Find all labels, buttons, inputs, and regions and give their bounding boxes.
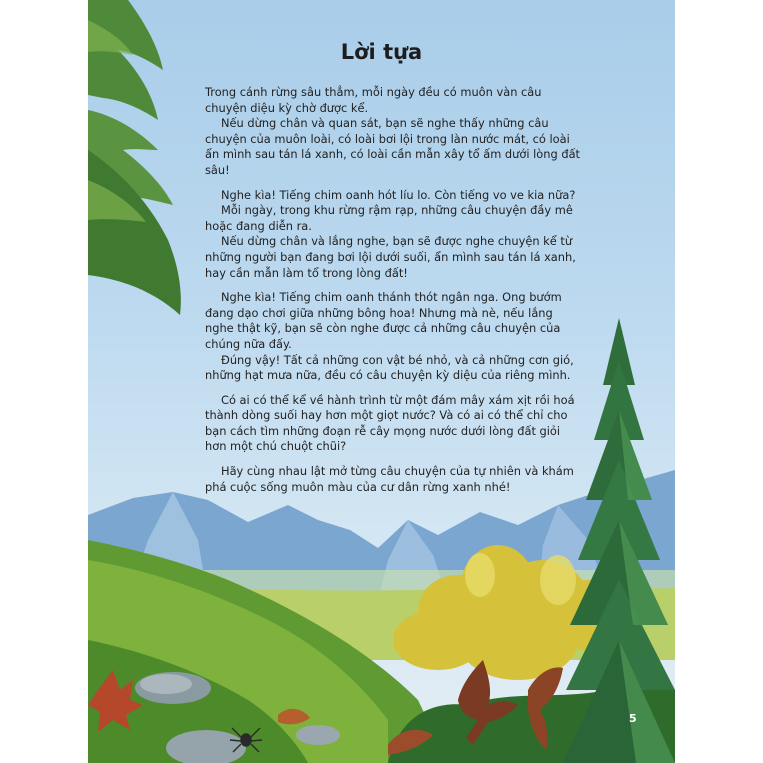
paragraph: Nếu dừng chân và lắng nghe, bạn sẽ được nghe chuyện kể từ những người bạn đang bơi lội dưới suối, ẩn mình sau tán lá xanh, hay cần mẫn làm tổ trong lòng đất! <box>205 234 576 280</box>
book-page <box>88 0 675 763</box>
paragraph: Trong cánh rừng sâu thẳm, mỗi ngày đều có muôn vàn câu chuyện diệu kỳ chờ được kể. <box>205 85 542 115</box>
paragraph: Đúng vậy! Tất cả những con vật bé nhỏ, và cả những cơn gió, những hạt mưa nữa, đều có câu chuyện kỳ diệu của riêng mình. <box>205 352 574 383</box>
page-number: 5 <box>629 712 637 725</box>
paragraph: Nghe kìa! Tiếng chim oanh thánh thót ngân nga. Ong bướm đang dạo chơi giữa những bông hoa! Nhưng mà nè, nếu lắng nghe thật kỹ, bạn sẽ còn nghe được cả những câu chuyện của chúng nữa đấy. <box>205 290 562 351</box>
paragraph: Mỗi ngày, trong khu rừng rậm rạp, những câu chuyện đầy mê hoặc đang diễn ra. <box>205 203 573 233</box>
paragraph: Nghe kìa! Tiếng chim oanh hót líu lo. Còn tiếng vo ve kia nữa? <box>221 187 576 202</box>
page-title: Lời tựa <box>340 40 423 64</box>
paragraph: Có ai có thể kể về hành trình từ một đám mây xám xịt rồi hoá thành dòng suối hay hơn một giọt nước? Và có ai có thể chỉ cho bạn cách tìm những đoạn rễ cây mọng nước dưới lòng đất giỏi hơn một chú chuột chũi? <box>205 392 575 454</box>
paragraph: Nếu dừng chân và quan sát, bạn sẽ nghe thấy những câu chuyện của muôn loài, có loài bơi lội trong làn nước mát, có loài ẩn mình sau tán lá xanh, có loài cần mẫn xây tổ ấm dưới lòng đất sâu! <box>205 116 581 177</box>
paragraph: Hãy cùng nhau lật mở từng câu chuyện của tự nhiên và khám phá cuộc sống muôn màu của cư dân rừng xanh nhé! <box>205 464 574 494</box>
preface-text <box>205 85 585 495</box>
